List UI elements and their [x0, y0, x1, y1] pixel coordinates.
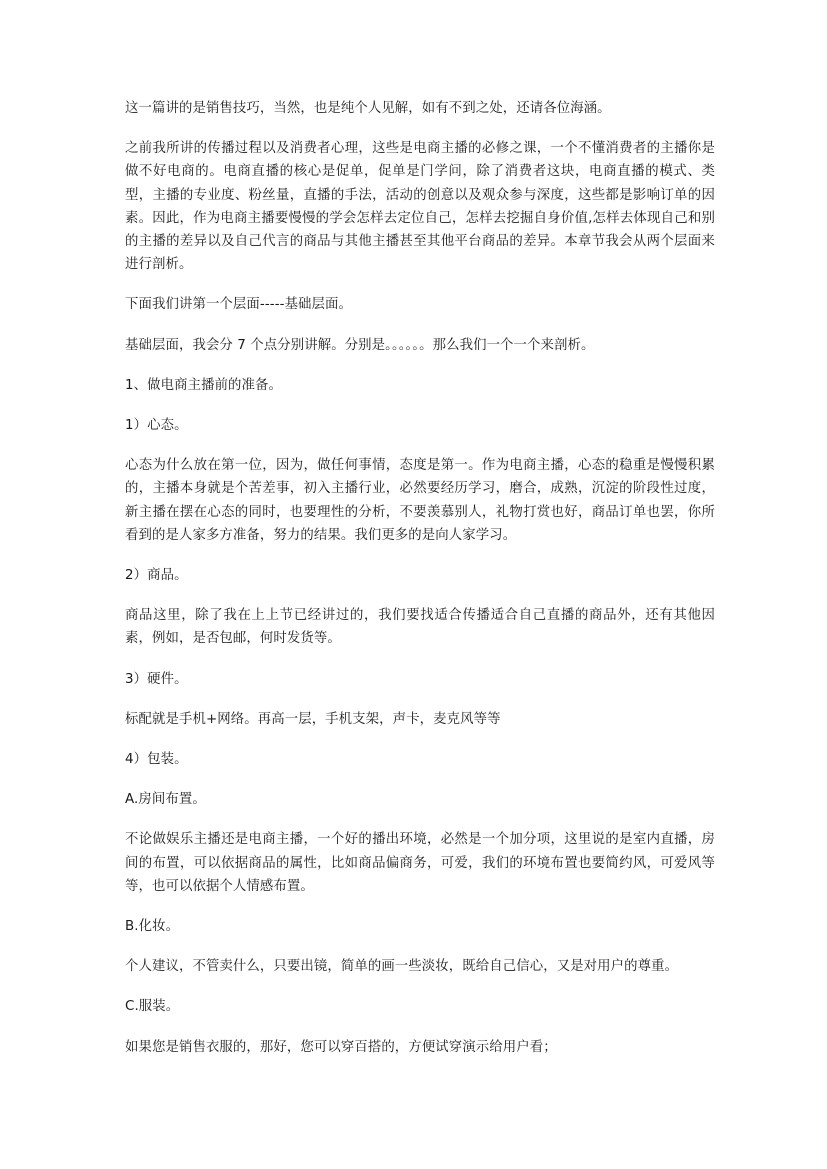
- paragraph-room-setup: 不论做娱乐主播还是电商主播，一个好的播出环境，必然是一个加分项，这里说的是室内直播，房间的布置，可以依据商品的属性，比如商品偏商务，可爱，我们的环境布置也要简约风，可爱风等等，也可以依据个人情感布置。: [125, 832, 715, 894]
- document-body: [125, 97, 715, 1076]
- paragraph-mindset: 心态为什么放在第一位，因为，做任何事情，态度是第一。作为电商主播，心态的稳重是慢慢积累的，主播本身就是个苦差事，初入主播行业，必然要经历学习，磨合，成熟，沉淀的阶段性过度，新主播在摆在心态的同时，也要理性的分析，不要羡慕别人，礼物打赏也好，商品订单也罢，你所看到的是人家多方准备，努力的结果。我们更多的是向人家学习。: [125, 458, 715, 543]
- subheading-makeup: B.化妆。: [125, 919, 180, 935]
- subheading-products: 2）商品。: [125, 568, 188, 584]
- subheading-room-setup: A.房间布置。: [125, 792, 206, 808]
- paragraph-makeup: 个人建议，不管卖什么，只要出镜，简单的画一些淡妆，既给自己信心，又是对用户的尊重。: [125, 959, 679, 975]
- subheading-mindset: 1）心态。: [125, 418, 188, 434]
- paragraph-hardware: 标配就是手机+网络。再高一层，手机支架，声卡，麦克风等等: [125, 711, 501, 727]
- section-heading-preparation: 1、做电商主播前的准备。: [125, 377, 283, 393]
- paragraph-level-one-heading: 下面我们讲第一个层面-----基础层面。: [125, 297, 353, 313]
- subheading-clothing: C.服装。: [125, 999, 180, 1015]
- paragraph-clothing: 如果您是销售衣服的，那好，您可以穿百搭的，方便试穿演示给用户看；: [125, 1039, 557, 1055]
- paragraph-seven-points: 基础层面，我会分 7 个点分别讲解。分别是。。。。。。那么我们一个一个来剖析。: [125, 337, 595, 353]
- paragraph-products: 商品这里，除了我在上上节已经讲过的，我们要找适合传播适合自己直播的商品外，还有其他因素，例如，是否包邮，何时发货等。: [125, 608, 715, 647]
- paragraph-intro: 这一篇讲的是销售技巧，当然，也是纯个人见解，如有不到之处，还请各位海涵。: [125, 101, 611, 116]
- paragraph-background: 之前我所讲的传播过程以及消费者心理，这些是电商主播的必修之课，一个不懂消费者的主播你是做不好电商的。电商直播的核心是促单，促单是门学问，除了消费者这块，电商直播的模式、类型，主播的专业度、粉丝量，直播的手法，活动的创意以及观众参与深度，这些都是影响订单的因素。因此，作为电商主播要慢慢的学会怎样去定位自己，怎样去挖掘自身价值,怎样去体现自己和别的主播的差异以及自己代言的商品与其他主播甚至其他平台商品的差异。本章节我会从两个层面来进行剖析。: [125, 141, 715, 273]
- subheading-packaging: 4）包装。: [125, 752, 188, 768]
- subheading-hardware: 3）硬件。: [125, 671, 188, 687]
